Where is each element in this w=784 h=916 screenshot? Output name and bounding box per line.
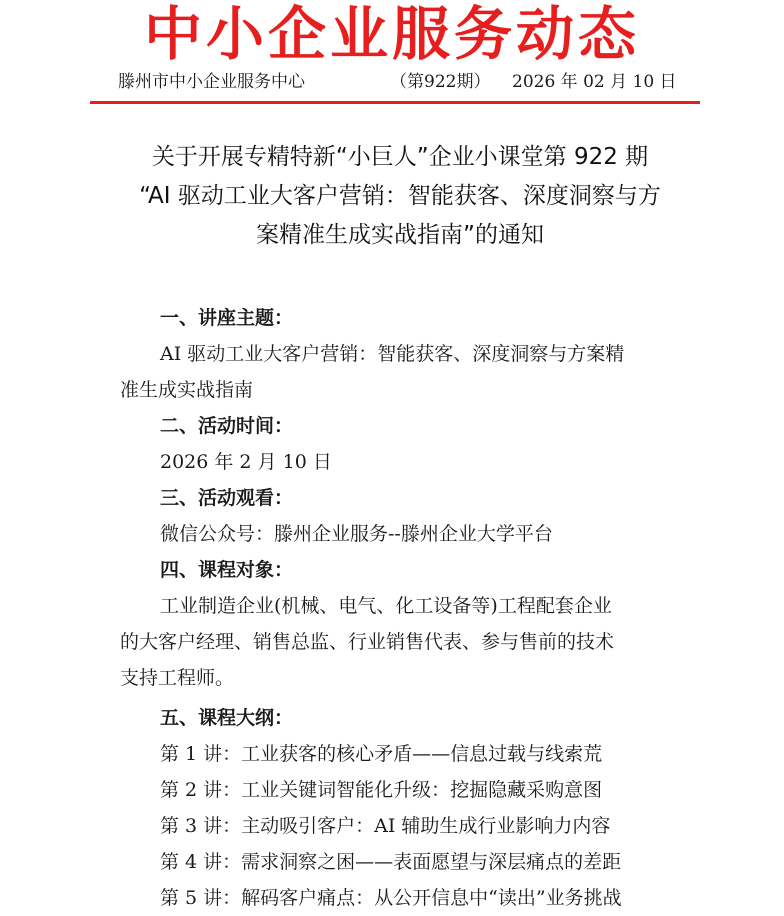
- masthead: [0, 0, 784, 110]
- topic-text: 准生成实战指南: [120, 379, 254, 401]
- issue-number: （第922期）: [390, 72, 491, 92]
- organization-name: 滕州市中小企业服务中心: [118, 72, 305, 92]
- audience-text: 工业制造企业(机械、电气、化工设备等)工程配套企业: [160, 595, 612, 617]
- topic-text: AI 驱动工业大客户营销：智能获客、深度洞察与方案精: [160, 343, 625, 365]
- audience-text: 的大客户经理、销售总监、行业销售代表、参与售前的技术: [120, 631, 615, 653]
- outline-item: 第 3 讲：主动吸引客户：AI 辅助生成行业影响力内容: [160, 815, 611, 837]
- notice-title: [90, 138, 710, 255]
- outline-item: 第 4 讲：需求洞察之困——表面愿望与深层痛点的差距: [160, 851, 622, 873]
- section-heading-time: 二、活动时间：: [160, 415, 294, 437]
- notice-title-line: 案精准生成实战指南”的通知: [256, 222, 544, 248]
- outline-item: 第 2 讲：工业关键词智能化升级：挖掘隐藏采购意图: [160, 779, 603, 801]
- section-heading-audience: 四、课程对象：: [160, 559, 294, 581]
- masthead-title: 中小企业服务动态: [143, 0, 640, 68]
- notice-title-line: 关于开展专精特新“小巨人”企业小课堂第 922 期: [151, 144, 649, 170]
- section-heading-outline: 五、课程大纲：: [160, 707, 294, 729]
- watch-text: 微信公众号：滕州企业服务--滕州企业大学平台: [160, 523, 553, 545]
- audience-text: 支持工程师。: [120, 667, 235, 689]
- publish-date: 2026 年 02 月 10 日: [512, 72, 677, 92]
- notice-title-line: “AI 驱动工业大客户营销：智能获客、深度洞察与方: [139, 183, 661, 209]
- notice-body: [120, 300, 680, 916]
- masthead-rule: [90, 101, 700, 104]
- masthead-meta: [118, 70, 698, 94]
- section-heading-topic: 一、讲座主题：: [160, 307, 294, 329]
- section-heading-watch: 三、活动观看：: [160, 487, 294, 509]
- time-text: 2026 年 2 月 10 日: [160, 451, 332, 473]
- outline-item: 第 1 讲：工业获客的核心矛盾——信息过载与线索荒: [160, 743, 603, 765]
- outline-item: 第 5 讲：解码客户痛点：从公开信息中“读出”业务挑战: [160, 887, 622, 909]
